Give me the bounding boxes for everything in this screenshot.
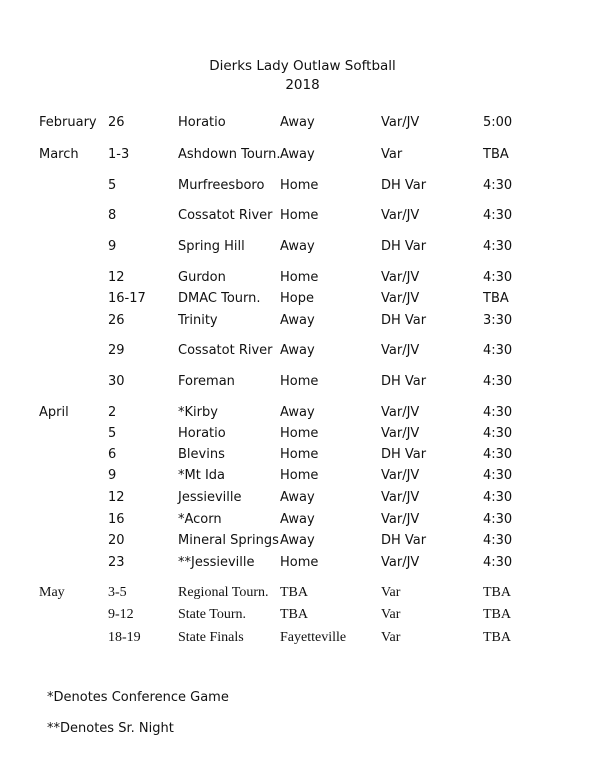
- schedule-row: [0, 425, 605, 443]
- schedule-row: [0, 207, 605, 225]
- day-cell: 5: [108, 178, 117, 193]
- day-cell: 5: [108, 426, 117, 441]
- level-cell: Var/JV: [381, 291, 420, 306]
- day-cell: 29: [108, 343, 125, 358]
- day-cell: 8: [108, 208, 117, 223]
- level-cell: DH Var: [381, 533, 427, 548]
- day-cell: 2: [108, 405, 117, 420]
- schedule-row: [0, 467, 605, 485]
- day-cell: 16-17: [108, 291, 146, 306]
- day-cell: 26: [108, 313, 125, 328]
- level-cell: Var/JV: [381, 512, 420, 527]
- schedule-row: [0, 446, 605, 464]
- location-cell: TBA: [280, 585, 308, 600]
- level-cell: Var: [381, 147, 403, 162]
- day-cell: 23: [108, 555, 125, 570]
- day-cell: 12: [108, 270, 125, 285]
- day-cell: 18-19: [108, 630, 141, 645]
- location-cell: Home: [280, 468, 319, 483]
- schedule-row: [0, 238, 605, 256]
- note-conference: *Denotes Conference Game: [47, 690, 229, 705]
- opponent-cell: Foreman: [178, 374, 235, 389]
- location-cell: Home: [280, 208, 319, 223]
- month-cell: February: [39, 115, 97, 130]
- schedule-row: [0, 312, 605, 330]
- time-cell: 4:30: [483, 426, 513, 441]
- opponent-cell: Spring Hill: [178, 239, 245, 254]
- opponent-cell: Ashdown Tourn.: [178, 147, 281, 162]
- day-cell: 20: [108, 533, 125, 548]
- schedule-row: [0, 489, 605, 507]
- location-cell: TBA: [280, 607, 308, 622]
- time-cell: 4:30: [483, 555, 513, 570]
- level-cell: Var/JV: [381, 115, 420, 130]
- opponent-cell: Jessieville: [178, 490, 242, 505]
- level-cell: Var: [381, 585, 401, 600]
- location-cell: Away: [280, 313, 315, 328]
- location-cell: Away: [280, 533, 315, 548]
- schedule-row: [0, 177, 605, 195]
- level-cell: Var/JV: [381, 426, 420, 441]
- opponent-cell: *Mt Ida: [178, 468, 225, 483]
- day-cell: 16: [108, 512, 125, 527]
- schedule-row: [0, 342, 605, 360]
- day-cell: 30: [108, 374, 125, 389]
- opponent-cell: DMAC Tourn.: [178, 291, 261, 306]
- time-cell: 5:00: [483, 115, 513, 130]
- month-cell: May: [39, 585, 65, 600]
- schedule-row: [0, 511, 605, 529]
- opponent-cell: Horatio: [178, 115, 226, 130]
- day-cell: 3-5: [108, 585, 127, 600]
- month-cell: April: [39, 405, 69, 420]
- time-cell: 4:30: [483, 490, 513, 505]
- location-cell: Home: [280, 447, 319, 462]
- level-cell: Var/JV: [381, 468, 420, 483]
- opponent-cell: Cossatot River: [178, 208, 273, 223]
- day-cell: 9: [108, 239, 117, 254]
- level-cell: DH Var: [381, 374, 427, 389]
- opponent-cell: **Jessieville: [178, 555, 255, 570]
- time-cell: TBA: [483, 607, 511, 622]
- location-cell: Fayetteville: [280, 630, 347, 645]
- time-cell: 4:30: [483, 374, 513, 389]
- day-cell: 1-3: [108, 147, 130, 162]
- day-cell: 9: [108, 468, 117, 483]
- opponent-cell: Murfreesboro: [178, 178, 265, 193]
- schedule-row: [0, 606, 605, 624]
- opponent-cell: State Finals: [178, 630, 244, 645]
- location-cell: Away: [280, 239, 315, 254]
- note-senior-night: **Denotes Sr. Night: [47, 721, 174, 736]
- schedule-row: [0, 114, 605, 132]
- day-cell: 26: [108, 115, 125, 130]
- schedule-row: [0, 532, 605, 550]
- level-cell: Var/JV: [381, 270, 420, 285]
- opponent-cell: Blevins: [178, 447, 225, 462]
- document-year: 2018: [285, 77, 320, 93]
- location-cell: Away: [280, 147, 315, 162]
- time-cell: 4:30: [483, 468, 513, 483]
- time-cell: 4:30: [483, 533, 513, 548]
- opponent-cell: Regional Tourn.: [178, 585, 269, 600]
- schedule-row: [0, 584, 605, 602]
- time-cell: 4:30: [483, 447, 513, 462]
- schedule-row: [0, 146, 605, 164]
- schedule-row: [0, 269, 605, 287]
- time-cell: 4:30: [483, 208, 513, 223]
- day-cell: 9-12: [108, 607, 134, 622]
- level-cell: DH Var: [381, 239, 427, 254]
- location-cell: Home: [280, 178, 319, 193]
- level-cell: Var/JV: [381, 490, 420, 505]
- level-cell: Var: [381, 607, 401, 622]
- document-title: Dierks Lady Outlaw Softball: [209, 58, 396, 74]
- opponent-cell: Gurdon: [178, 270, 226, 285]
- location-cell: Hope: [280, 291, 314, 306]
- time-cell: 4:30: [483, 270, 513, 285]
- opponent-cell: Horatio: [178, 426, 226, 441]
- time-cell: 4:30: [483, 178, 513, 193]
- level-cell: Var/JV: [381, 343, 420, 358]
- opponent-cell: Mineral Springs: [178, 533, 279, 548]
- location-cell: Home: [280, 270, 319, 285]
- day-cell: 6: [108, 447, 117, 462]
- location-cell: Home: [280, 426, 319, 441]
- month-cell: March: [39, 147, 79, 162]
- level-cell: Var/JV: [381, 555, 420, 570]
- level-cell: DH Var: [381, 447, 427, 462]
- time-cell: TBA: [483, 291, 509, 306]
- location-cell: Away: [280, 490, 315, 505]
- location-cell: Away: [280, 405, 315, 420]
- time-cell: TBA: [483, 630, 511, 645]
- schedule-row: [0, 629, 605, 647]
- opponent-cell: *Kirby: [178, 405, 218, 420]
- schedule-row: [0, 373, 605, 391]
- time-cell: 4:30: [483, 343, 513, 358]
- opponent-cell: *Acorn: [178, 512, 222, 527]
- location-cell: Home: [280, 374, 319, 389]
- level-cell: Var/JV: [381, 208, 420, 223]
- time-cell: 4:30: [483, 239, 513, 254]
- schedule-row: [0, 554, 605, 572]
- schedule-row: [0, 404, 605, 422]
- location-cell: Away: [280, 115, 315, 130]
- opponent-cell: State Tourn.: [178, 607, 246, 622]
- schedule-row: [0, 290, 605, 308]
- time-cell: TBA: [483, 147, 509, 162]
- level-cell: Var/JV: [381, 405, 420, 420]
- opponent-cell: Cossatot River: [178, 343, 273, 358]
- location-cell: Away: [280, 343, 315, 358]
- time-cell: 3:30: [483, 313, 513, 328]
- level-cell: DH Var: [381, 313, 427, 328]
- level-cell: DH Var: [381, 178, 427, 193]
- location-cell: Away: [280, 512, 315, 527]
- time-cell: 4:30: [483, 405, 513, 420]
- time-cell: 4:30: [483, 512, 513, 527]
- time-cell: TBA: [483, 585, 511, 600]
- day-cell: 12: [108, 490, 125, 505]
- opponent-cell: Trinity: [178, 313, 218, 328]
- location-cell: Home: [280, 555, 319, 570]
- level-cell: Var: [381, 630, 401, 645]
